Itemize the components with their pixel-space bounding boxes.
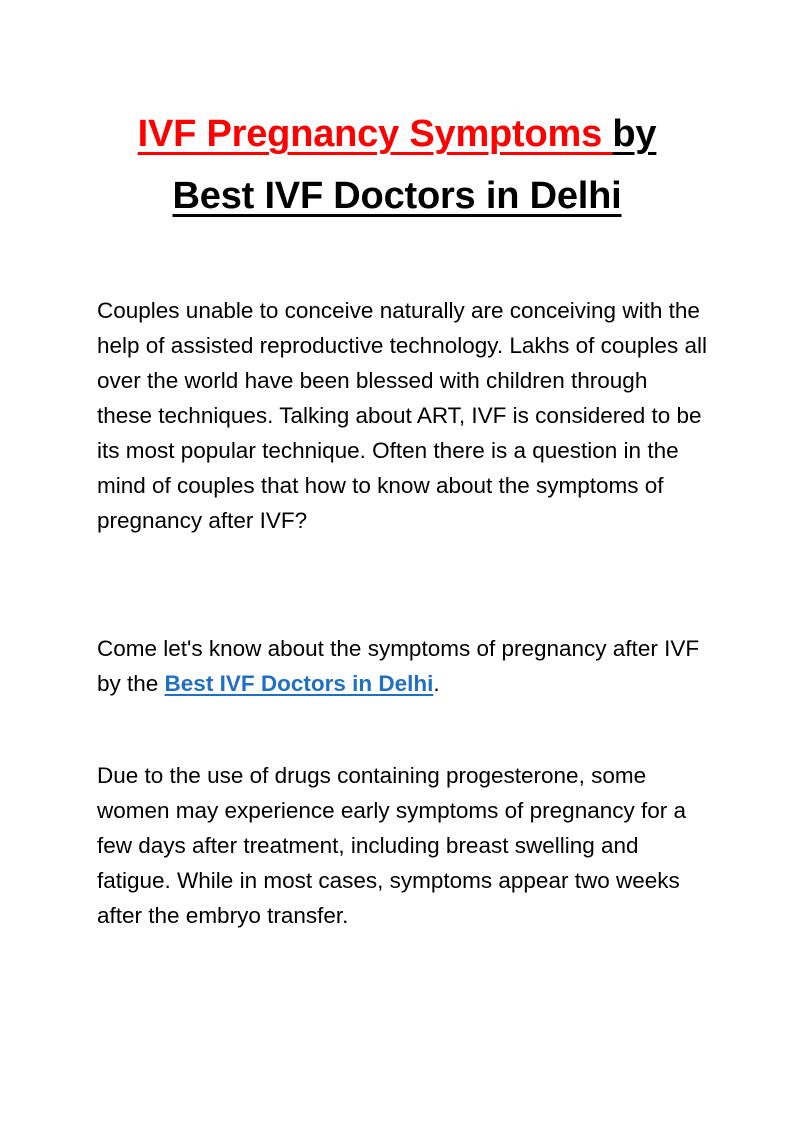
best-ivf-doctors-link[interactable]: Best IVF Doctors in Delhi <box>164 671 434 696</box>
link-paragraph-end: . <box>433 671 440 696</box>
link-paragraph <box>97 631 707 701</box>
progesterone-paragraph: Due to the use of drugs containing progesterone, some women may experience early symptoms of pregnancy for a few days after treatment, including breast swelling and fatigue. While in most cases, symptoms appear two weeks after the embryo transfer. <box>97 763 687 928</box>
page-title <box>60 103 734 227</box>
link-paragraph-text: Come let's know about the symptoms of pregnancy after IVF by the <box>97 636 700 696</box>
intro-paragraph: Couples unable to conceive naturally are conceiving with the help of assisted reproductive technology. Lakhs of couples all over the world have been blessed with children through these techniques. Talking about ART, IVF is considered to be its most popular technique. Often there is a question in the mind of couples that how to know about the symptoms of pregnancy after IVF? <box>97 298 707 533</box>
title-subject: Best IVF Doctors in Delhi <box>172 175 622 217</box>
title-highlight: IVF Pregnancy Symptoms <box>137 113 613 155</box>
title-by: by <box>612 113 657 155</box>
